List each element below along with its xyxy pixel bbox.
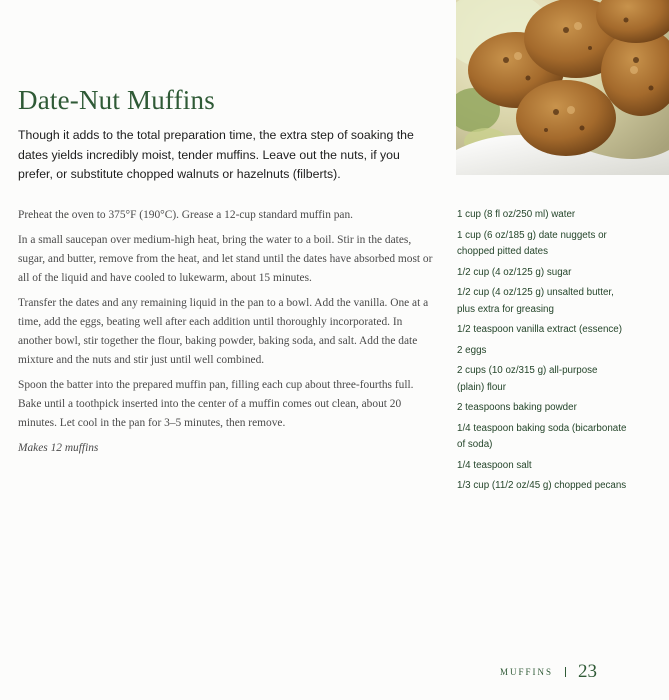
method-step: Transfer the dates and any remaining liquid in the pan to a bowl. Add the vanilla. One at a time, add the eggs, beating well after each addition until thoroughly incorporated. In another bowl, stir together the flour, baking powder, baking soda, and salt. Add the date mixture and the nuts and stir just until well combined. <box>18 297 429 366</box>
ingredient-item: 1/2 cup (4 oz/125 g) unsalted butter, plus extra for greasing <box>457 287 614 315</box>
ingredient-item: 2 cups (10 oz/315 g) all-purpose (plain) flour <box>457 365 598 393</box>
recipe-title: Date-Nut Muffins <box>18 85 215 115</box>
method-step: Preheat the oven to 375°F (190°C). Grease a 12-cup standard muffin pan. <box>18 209 354 221</box>
ingredient-item: 1/4 teaspoon baking soda (bicarbonate of soda) <box>457 422 627 450</box>
method-step: Spoon the batter into the prepared muffin pan, filling each cup about three-fourths full. Bake until a toothpick inserted into the center of a muffin comes out clean, about 20 minutes. Let cool in the pan for 3–5 minutes, then remove. <box>18 379 414 429</box>
recipe-method <box>18 206 436 464</box>
muffins-photo-art <box>456 0 669 175</box>
method-step: In a small saucepan over medium-high heat, bring the water to a boil. Stir in the dates, sugar, and butter, remove from the heat, and let stand until the dates have absorbed most or all of the liquid and have cooled to lukewarm, about 15 minutes. <box>18 234 433 284</box>
page-footer <box>500 662 597 682</box>
ingredient-item: 1 cup (8 fl oz/250 ml) water <box>457 209 576 220</box>
ingredient-item: 2 teaspoons baking powder <box>457 402 577 413</box>
ingredient-list <box>457 207 627 499</box>
section-name: MUFFINS <box>500 667 554 677</box>
recipe-yield: Makes 12 muffins <box>18 442 99 454</box>
ingredient-item: 2 eggs <box>457 344 487 356</box>
ingredient-item: 1/2 cup (4 oz/125 g) sugar <box>457 266 572 278</box>
page-number: 23 <box>578 661 598 682</box>
ingredient-item: 1/3 cup (11/2 oz/45 g) chopped pecans <box>457 480 627 491</box>
ingredient-item: 1 cup (6 oz/185 g) date nuggets or chopped pitted dates <box>457 229 607 257</box>
muffins-photo <box>456 0 669 175</box>
ingredient-item: 1/2 teaspoon vanilla extract (essence) <box>457 324 623 335</box>
recipe-intro: Though it adds to the total preparation time, the extra step of soaking the dates yields incredibly moist, tender muffins. Leave out the nuts, if you prefer, or substitute chopped walnuts or hazelnuts (filberts). <box>18 128 414 181</box>
footer-divider <box>565 667 566 677</box>
ingredient-item: 1/4 teaspoon salt <box>457 459 532 471</box>
